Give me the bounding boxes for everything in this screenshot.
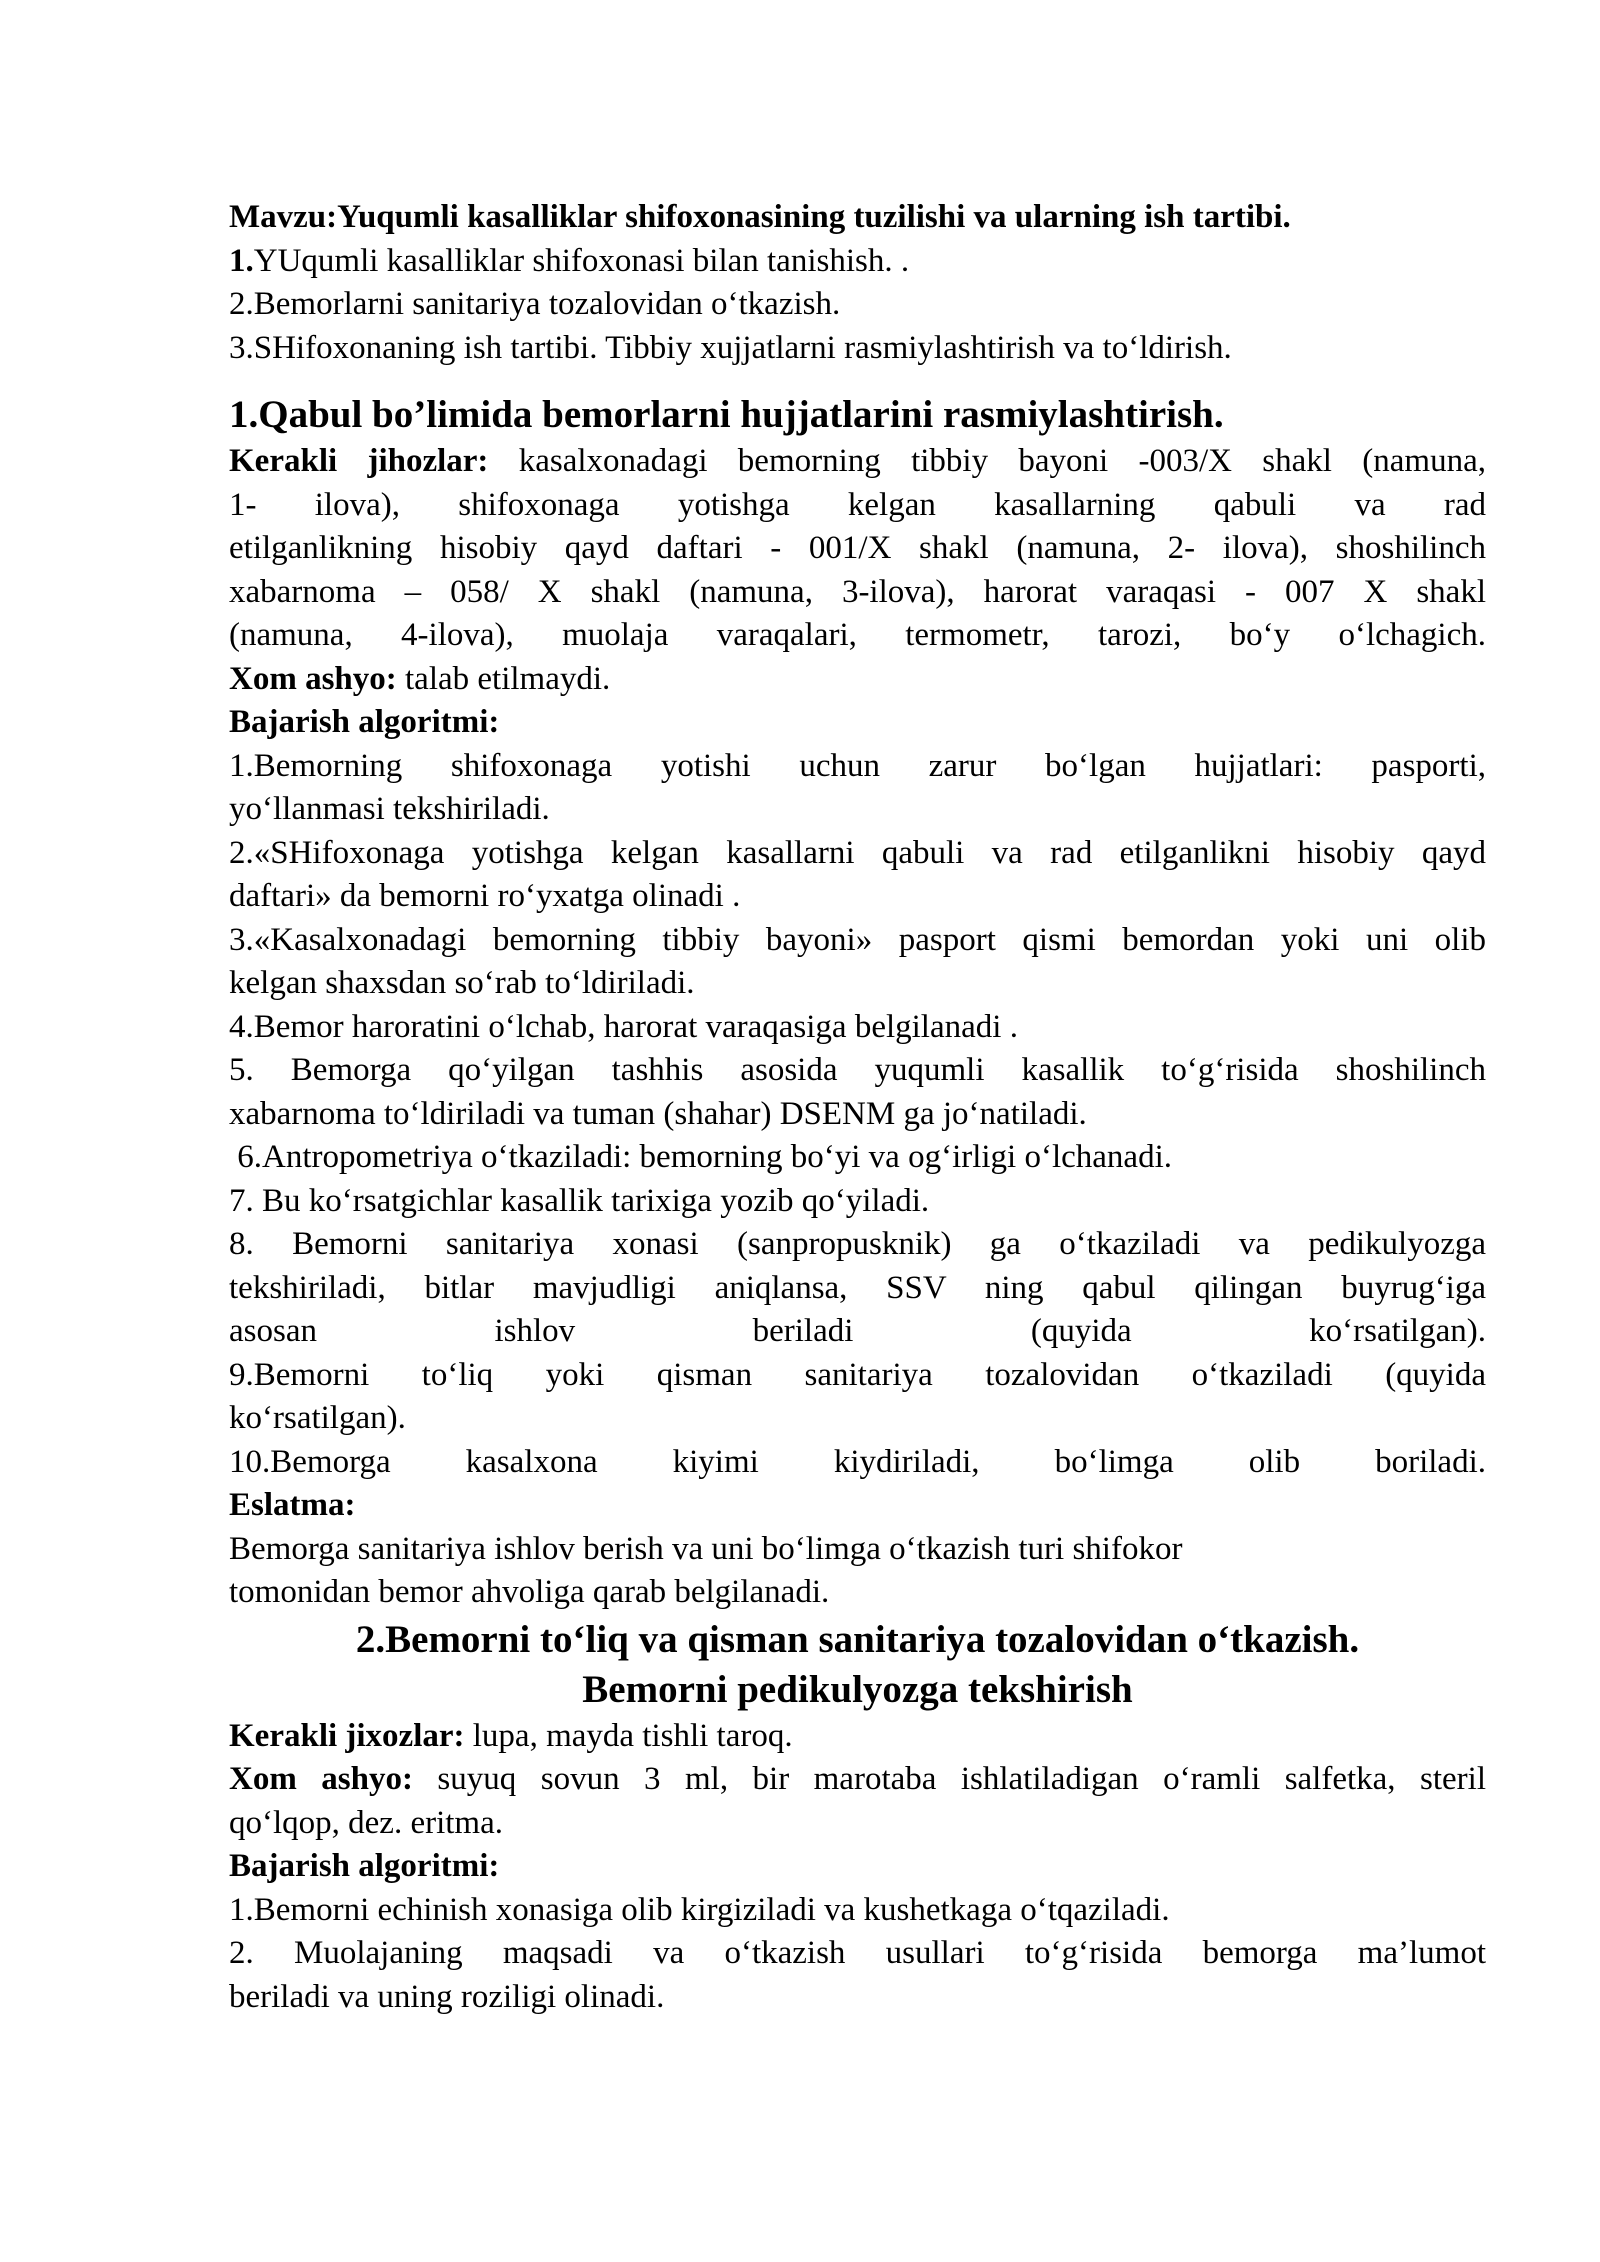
step-9-line-1: 9.Bemorni to‘liq yoki qisman sanitariya tozalovidan o‘tkaziladi (quyida <box>229 1356 1486 1393</box>
section-2-algorithm-label-text: Bajarish algoritmi: <box>229 1848 500 1884</box>
plan-item-1 <box>229 240 1486 284</box>
raw-materials-label: Xom ashyo: <box>229 660 397 697</box>
section-2-heading-line-1: 2.Bemorni to‘liq va qisman sanitariya tozalovidan o‘tkazish. <box>355 1617 1360 1661</box>
step-1-line-2: yo‘llanmasi tekshiriladi. <box>229 791 550 827</box>
algorithm-label: Bajarish algoritmi: <box>229 704 500 740</box>
step-3-line-2: kelgan shaxsdan so‘rab to‘ldiriladi. <box>229 965 695 1001</box>
spacer <box>229 370 1486 390</box>
section-2-step-1: 1.Bemorni echinish xonasiga olib kirgiziladi va kushetkaga o‘tqaziladi. <box>229 1891 1170 1928</box>
section-2-heading-line-2: Bemorni pedikulyozga tekshirish <box>582 1667 1133 1711</box>
equipment-label: Kerakli jihozlar: <box>229 443 489 479</box>
section-2-raw-line-1 <box>229 1758 1486 1802</box>
section-1-equipment-line-4: xabarnoma – 058/ X shakl (namuna, 3-ilova), harorat varaqasi - 007 X shakl <box>229 573 1486 610</box>
section-2-raw-text: suyuq sovun 3 ml, bir marotaba ishlatiladigan o‘ramli salfetka, steril <box>412 1761 1486 1797</box>
topic-label: Mavzu: <box>229 199 338 235</box>
note-label-text: Eslatma: <box>229 1487 356 1523</box>
section-2-step-2-line-1: 2. Muolajaning maqsadi va o‘tkazish usullari to‘g‘risida bemorga ma’lumot <box>229 1935 1486 1971</box>
section-1-equipment-line-2: 1- ilova), shifoxonaga yotishga kelgan kasallarning qabuli va rad <box>229 486 1486 523</box>
step-3-line-1: 3.«Kasalxonadagi bemorning tibbiy bayoni» pasport qismi bemordan yoki uni olib <box>229 921 1486 958</box>
note-line-2: tomonidan bemor ahvoliga qarab belgilanadi. <box>229 1574 830 1610</box>
section-2-equipment-text: lupa, mayda tishli taroq. <box>464 1717 793 1754</box>
step-8-line-2: tekshiriladi, bitlar mavjudligi aniqlansa, SSV ning qabul qilingan buyrug‘iga <box>229 1269 1486 1306</box>
step-10: 10.Bemorga kasalxona kiyimi kiydiriladi, bo‘limga olib boriladi. <box>229 1443 1486 1480</box>
step-5-line-1: 5. Bemorga qo‘yilgan tashhis asosida yuqumli kasallik to‘g‘risida shoshilinch <box>229 1052 1486 1088</box>
section-1-heading: 1.Qabul bo’limida bemorlarni hujjatlarini rasmiylashtirish. <box>229 393 1224 436</box>
step-8-line-3: asosan ishlov beriladi (quyida ko‘rsatilgan). <box>229 1313 1486 1349</box>
section-2-step-2-line-2: beriladi va uning roziligi olinadi. <box>229 1978 665 2015</box>
note-label <box>229 1484 1486 1528</box>
step-2-line-2: daftari» da bemorni ro‘yxatga olinadi . <box>229 878 741 914</box>
step-1-line-1: 1.Bemorning shifoxonaga yotishi uchun zarur bo‘lgan hujjatlari: pasporti, <box>229 747 1486 784</box>
note-line-1: Bemorga sanitariya ishlov berish va uni bo‘limga o‘tkazish turi shifokor <box>229 1530 1183 1567</box>
section-2-equipment-label: Kerakli jixozlar: <box>229 1717 465 1754</box>
section-2-raw-label: Xom ashyo: <box>229 1761 413 1797</box>
raw-materials-text: talab etilmaydi. <box>396 660 611 697</box>
equipment-text: kasalxonadagi bemorning tibbiy bayoni -003/X shakl (namuna, <box>488 443 1486 479</box>
section-2-algorithm-label <box>229 1845 1486 1889</box>
section-1-equipment-line-3: etilganlikning hisobiy qayd daftari - 001/X shakl (namuna, 2- ilova), shoshilinch <box>229 530 1486 566</box>
plan-item-1-number: 1. <box>229 242 254 279</box>
topic-title: Yuqumli kasalliklar shifoxonasining tuzilishi va ularning ish tartibi. <box>337 199 1291 235</box>
section-2-raw-line-2: qo‘lqop, dez. eritma. <box>229 1804 503 1841</box>
step-6: 6.Antropometriya o‘tkaziladi: bemorning bo‘yi va og‘irligi o‘lchanadi. <box>229 1139 1172 1175</box>
document-body <box>229 196 1486 2019</box>
plan-item-2: 2.Bemorlarni sanitariya tozalovidan o‘tkazish. <box>229 286 841 322</box>
step-8-line-1: 8. Bemorni sanitariya xonasi (sanpropusknik) ga o‘tkaziladi va pedikulyozga <box>229 1226 1486 1262</box>
section-1-raw-materials <box>229 658 1486 702</box>
step-5-line-2: xabarnoma to‘ldiriladi va tuman (shahar) DSENM ga jo‘natiladi. <box>229 1095 1087 1132</box>
section-1-algorithm-label <box>229 701 1486 745</box>
section-2-equipment <box>229 1715 1486 1759</box>
plan-item-3: 3.SHifoxonaning ish tartibi. Tibbiy xujjatlarni rasmiylashtirish va to‘ldirish. <box>229 329 1232 366</box>
section-1-equipment-line-5: (namuna, 4-ilova), muolaja varaqalari, termometr, tarozi, bo‘y o‘lchagich. <box>229 617 1486 653</box>
step-4: 4.Bemor haroratini o‘lchab, harorat varaqasiga belgilanadi . <box>229 1008 1018 1045</box>
step-7: 7. Bu ko‘rsatgichlar kasallik tarixiga yozib qo‘yiladi. <box>229 1182 930 1219</box>
step-9-line-2: ko‘rsatilgan). <box>229 1400 406 1436</box>
section-1-equipment-line-1 <box>229 440 1486 484</box>
plan-item-1-text: YUqumli kasalliklar shifoxonasi bilan tanishish. . <box>253 242 910 279</box>
topic-line <box>229 196 1486 240</box>
step-2-line-1: 2.«SHifoxonaga yotishga kelgan kasallarni qabuli va rad etilganlikni hisobiy qayd <box>229 834 1486 871</box>
